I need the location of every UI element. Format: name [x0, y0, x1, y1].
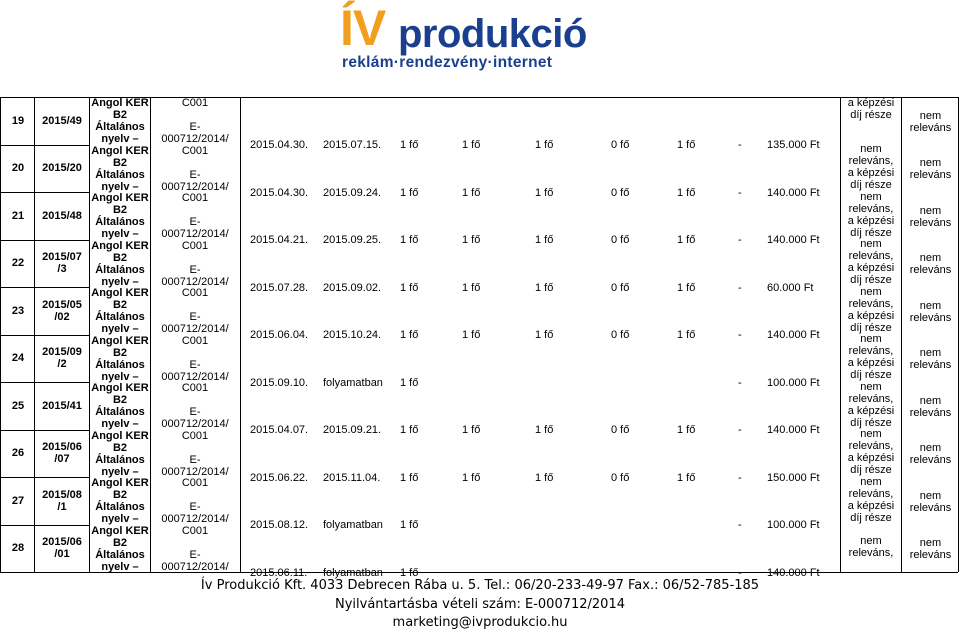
dropout-count: 0 fő [611, 234, 630, 246]
course-code-prefix: E- [189, 216, 201, 228]
dropout-count: 0 fő [611, 186, 630, 199]
completed-count: 1 fő [462, 424, 481, 436]
row-number: 21 [11, 209, 25, 222]
dash: - [738, 186, 742, 199]
course-code-tail: C001 [181, 334, 209, 347]
fee-note: díj része [850, 179, 892, 192]
course-type: Általános [95, 121, 145, 133]
enrolled-count: 1 fő [400, 376, 419, 389]
relevance-label: nem [919, 204, 942, 217]
fee-note: releváns, [848, 487, 894, 500]
start-date: 2015.06.11. [250, 566, 308, 579]
row-number: 27 [11, 494, 25, 507]
course-code-prefix: E- [189, 453, 201, 466]
fee-note: releváns, [848, 345, 894, 358]
fee-note: díj része [850, 321, 892, 334]
certified-count: 1 fő [535, 186, 554, 199]
relevance-label: nem [919, 394, 942, 407]
fee-note: nem [860, 238, 882, 251]
row-id: 2015/48 [42, 209, 82, 222]
course-level: Angol KER [91, 239, 149, 252]
table-rule [0, 240, 89, 241]
course-code-tail: C001 [181, 97, 209, 109]
table-rule [0, 382, 89, 383]
course-level-grade: B2 [112, 109, 128, 121]
end-date: folyamatban [323, 566, 383, 579]
price: 140.000 Ft [767, 186, 820, 199]
logo-tagline: reklám·rendezvény·internet [342, 54, 553, 71]
certified-count: 1 fő [535, 234, 554, 246]
course-code-tail: C001 [181, 477, 209, 489]
price: 140.000 Ft [767, 329, 820, 341]
table-rule [0, 287, 89, 288]
relevance-value: releváns [909, 454, 952, 467]
enrolled-count: 1 fő [400, 329, 419, 341]
course-level: Angol KER [91, 477, 149, 489]
course-code: 000712/2014/ [161, 133, 229, 145]
footer-email: marketing@ivprodukcio.hu [392, 615, 568, 630]
table-rule [0, 335, 89, 336]
relevance-value: releváns [909, 406, 952, 419]
course-code-prefix: E- [189, 406, 201, 418]
completed-count: 1 fő [462, 471, 481, 484]
dropout-count: 0 fő [611, 139, 630, 151]
end-date: 2015.09.24. [323, 186, 382, 199]
fee-note: nem [860, 535, 882, 548]
row-id: 2015/20 [42, 162, 82, 175]
fee-note: releváns, [848, 297, 894, 310]
relevance-label: nem [919, 489, 942, 502]
fee-note: díj része [850, 109, 892, 121]
row-id: 2015/06 /07 [42, 441, 82, 466]
price: 140.000 Ft [767, 566, 820, 579]
course-code-prefix: E- [189, 263, 201, 276]
row-id: 2015/07 /3 [42, 251, 82, 276]
row-id: 2015/05 /02 [42, 298, 82, 323]
fee-note: releváns, [848, 155, 894, 168]
course-level-grade: B2 [112, 299, 128, 311]
course-level-grade: B2 [112, 251, 128, 264]
dash: - [738, 329, 742, 341]
price: 60.000 Ft [767, 281, 814, 294]
employed-count: 1 fő [677, 139, 696, 151]
fee-note: a képzési [847, 357, 895, 370]
fee-note: a képzési [847, 309, 895, 322]
fee-note: díj része [850, 274, 892, 287]
course-level: Angol KER [91, 429, 149, 442]
course-type: Általános [95, 168, 145, 181]
relevance-value: releváns [909, 311, 952, 324]
course-level: Angol KER [91, 192, 149, 204]
course-type: Általános [95, 358, 145, 371]
completed-count: 1 fő [462, 329, 481, 341]
table-rule [150, 97, 151, 572]
course-level-grade: B2 [112, 489, 128, 501]
course-type: Általános [95, 501, 145, 513]
course-type-cont: nyelv – [101, 418, 139, 430]
start-date: 2015.04.07. [250, 424, 309, 436]
employed-count: 1 fő [677, 471, 696, 484]
dash: - [738, 281, 742, 294]
course-code-prefix: E- [189, 548, 201, 561]
certified-count: 1 fő [535, 471, 554, 484]
course-code: 000712/2014/ [161, 513, 229, 525]
course-code-tail: C001 [181, 429, 209, 442]
end-date: 2015.11.04. [323, 471, 381, 484]
course-type: Általános [95, 263, 145, 276]
course-type-cont: nyelv – [101, 275, 139, 288]
start-date: 2015.04.21. [250, 234, 309, 246]
dropout-count: 0 fő [611, 329, 630, 341]
enrolled-count: 1 fő [400, 519, 419, 531]
course-level: Angol KER [91, 382, 149, 394]
end-date: 2015.07.15. [323, 139, 382, 151]
employed-count: 1 fő [677, 234, 696, 246]
table-rule [0, 477, 89, 478]
relevance-value: releváns [909, 359, 952, 372]
fee-note: nem [860, 143, 882, 156]
course-code: 000712/2014/ [161, 560, 229, 573]
start-date: 2015.07.28. [250, 281, 309, 294]
fee-note: díj része [850, 369, 892, 382]
relevance-value: releváns [909, 169, 952, 182]
dropout-count: 0 fő [611, 471, 630, 484]
row-id: 2015/08 /1 [42, 488, 82, 513]
course-code: 000712/2014/ [161, 418, 229, 430]
course-code-prefix: E- [189, 121, 201, 133]
course-code-prefix: E- [189, 168, 201, 181]
fee-note: a képzési [847, 97, 895, 109]
course-code-tail: C001 [181, 524, 209, 537]
fee-note: díj része [850, 416, 892, 429]
course-type-cont: nyelv – [101, 513, 139, 525]
course-level: Angol KER [91, 287, 149, 299]
enrolled-count: 1 fő [400, 471, 419, 484]
price: 100.000 Ft [767, 376, 820, 389]
course-type: Általános [95, 548, 145, 561]
fee-note: nem [860, 428, 882, 441]
certified-count: 1 fő [535, 329, 554, 341]
relevance-label: nem [919, 109, 942, 122]
relevance-label: nem [919, 252, 942, 265]
course-code-prefix: E- [189, 358, 201, 371]
start-date: 2015.04.30. [250, 186, 309, 199]
course-type-cont: nyelv – [101, 180, 139, 193]
certified-count: 1 fő [535, 281, 554, 294]
fee-note: díj része [850, 464, 892, 477]
course-level-grade: B2 [112, 156, 128, 169]
fee-note: a képzési [847, 404, 895, 417]
footer-address: Ív Produkció Kft. 4033 Debrecen Rába u. 5. Tel.: 06/20-233-49-97 Fax.: 06/52-785-185 [200, 578, 760, 593]
relevance-label: nem [919, 157, 942, 170]
course-type: Általános [95, 216, 145, 228]
relevance-value: releváns [909, 501, 952, 514]
course-type: Általános [95, 406, 145, 418]
price: 140.000 Ft [767, 234, 820, 246]
end-date: 2015.09.25. [323, 234, 382, 246]
course-level-grade: B2 [112, 536, 128, 549]
employed-count: 1 fő [677, 281, 696, 294]
dash: - [738, 139, 742, 151]
row-id: 2015/41 [42, 399, 82, 412]
fee-note: nem [860, 333, 882, 346]
start-date: 2015.09.10. [250, 376, 309, 389]
enrolled-count: 1 fő [400, 139, 419, 151]
end-date: folyamatban [323, 376, 383, 389]
course-type: Általános [95, 311, 145, 323]
row-id: 2015/49 [42, 114, 82, 127]
start-date: 2015.06.22. [250, 471, 309, 484]
fee-note: a képzési [847, 262, 895, 275]
fee-note: a képzési [847, 167, 895, 180]
row-number: 22 [11, 257, 25, 270]
relevance-value: releváns [909, 264, 952, 277]
start-date: 2015.04.30. [250, 139, 309, 151]
course-code-tail: C001 [181, 192, 209, 204]
row-id: 2015/09 /2 [42, 346, 82, 371]
employed-count: 1 fő [677, 329, 696, 341]
row-number: 24 [11, 352, 25, 365]
enrolled-count: 1 fő [400, 234, 419, 246]
end-date: 2015.10.24. [323, 329, 382, 341]
course-code-prefix: E- [189, 311, 201, 323]
row-number: 25 [11, 399, 25, 412]
dash: - [738, 376, 742, 389]
completed-count: 1 fő [462, 186, 481, 199]
fee-note: releváns, [848, 440, 894, 453]
price: 150.000 Ft [767, 471, 820, 484]
completed-count: 1 fő [462, 139, 481, 151]
table-rule [901, 97, 902, 572]
fee-note: releváns, [848, 392, 894, 405]
course-type-cont: nyelv – [101, 133, 139, 145]
table-rule [0, 525, 89, 526]
course-code-prefix: E- [189, 501, 201, 513]
fee-note: a képzési [847, 214, 895, 227]
course-level: Angol KER [91, 97, 149, 109]
logo-produkcio: produkció [398, 12, 587, 56]
employed-count: 1 fő [677, 186, 696, 199]
course-level: Angol KER [91, 524, 149, 537]
course-type-cont: nyelv – [101, 560, 139, 573]
enrolled-count: 1 fő [400, 424, 419, 436]
footer-registration: Nyilvántartásba vételi szám: E-000712/2014 [334, 597, 625, 612]
row-number: 23 [11, 304, 25, 317]
course-code: 000712/2014/ [161, 323, 229, 335]
relevance-label: nem [919, 347, 942, 360]
row-number: 20 [11, 162, 25, 175]
end-date: 2015.09.21. [323, 424, 382, 436]
course-code: 000712/2014/ [161, 275, 229, 288]
course-type-cont: nyelv – [101, 228, 139, 240]
fee-note: nem [860, 285, 882, 298]
fee-note: nem [860, 475, 882, 488]
course-level: Angol KER [91, 144, 149, 157]
fee-note: a képzési [847, 452, 895, 465]
fee-note: díj része [850, 226, 892, 239]
course-code-tail: C001 [181, 287, 209, 299]
course-type-cont: nyelv – [101, 370, 139, 383]
fee-note: releváns, [848, 250, 894, 263]
company-logo [0, 0, 960, 90]
price: 140.000 Ft [767, 424, 820, 436]
completed-count: 1 fő [462, 281, 481, 294]
employed-count: 1 fő [677, 424, 696, 436]
course-code-tail: C001 [181, 144, 209, 157]
dropout-count: 0 fő [611, 281, 630, 294]
fee-note: releváns, [848, 547, 894, 560]
dropout-count: 0 fő [611, 424, 630, 436]
logo-iv: ÍV [340, 0, 386, 56]
dash: - [738, 424, 742, 436]
dash: - [738, 234, 742, 246]
row-id: 2015/06 /01 [42, 536, 82, 561]
course-code: 000712/2014/ [161, 228, 229, 240]
certified-count: 1 fő [535, 424, 554, 436]
dash: - [738, 519, 742, 531]
relevance-value: releváns [909, 549, 952, 562]
end-date: 2015.09.02. [323, 281, 382, 294]
course-type-cont: nyelv – [101, 323, 139, 335]
enrolled-count: 1 fő [400, 186, 419, 199]
row-number: 28 [11, 542, 25, 555]
row-number: 26 [11, 447, 25, 460]
course-level-grade: B2 [112, 394, 128, 406]
course-type: Általános [95, 453, 145, 466]
relevance-value: releváns [909, 121, 952, 134]
relevance-label: nem [919, 299, 942, 312]
relevance-value: releváns [909, 216, 952, 229]
dash: - [738, 471, 742, 484]
course-code: 000712/2014/ [161, 370, 229, 383]
course-level-grade: B2 [112, 441, 128, 454]
course-type-cont: nyelv – [101, 465, 139, 478]
relevance-label: nem [919, 442, 942, 455]
table-rule [0, 145, 89, 146]
fee-note: nem [860, 190, 882, 203]
start-date: 2015.08.12. [250, 519, 309, 531]
course-code-tail: C001 [181, 382, 209, 394]
course-level: Angol KER [91, 334, 149, 347]
course-level-grade: B2 [112, 346, 128, 359]
row-number: 19 [11, 114, 25, 127]
course-code: 000712/2014/ [161, 465, 229, 478]
fee-note: releváns, [848, 202, 894, 215]
enrolled-count: 1 fő [400, 566, 419, 579]
price: 135.000 Ft [767, 139, 820, 151]
completed-count: 1 fő [462, 234, 481, 246]
certified-count: 1 fő [535, 139, 554, 151]
dash: - [738, 566, 742, 579]
price: 100.000 Ft [767, 519, 820, 531]
fee-note: díj része [850, 511, 892, 524]
table-rule [958, 97, 959, 572]
fee-note: a képzési [847, 499, 895, 512]
table-rule [240, 97, 241, 572]
start-date: 2015.06.04. [250, 329, 309, 341]
end-date: folyamatban [323, 519, 383, 531]
relevance-label: nem [919, 537, 942, 550]
table-rule [0, 192, 89, 193]
fee-note: nem [860, 380, 882, 393]
course-code-tail: C001 [181, 239, 209, 252]
course-code: 000712/2014/ [161, 180, 229, 193]
table-rule [0, 430, 89, 431]
enrolled-count: 1 fő [400, 281, 419, 294]
course-level-grade: B2 [112, 204, 128, 216]
